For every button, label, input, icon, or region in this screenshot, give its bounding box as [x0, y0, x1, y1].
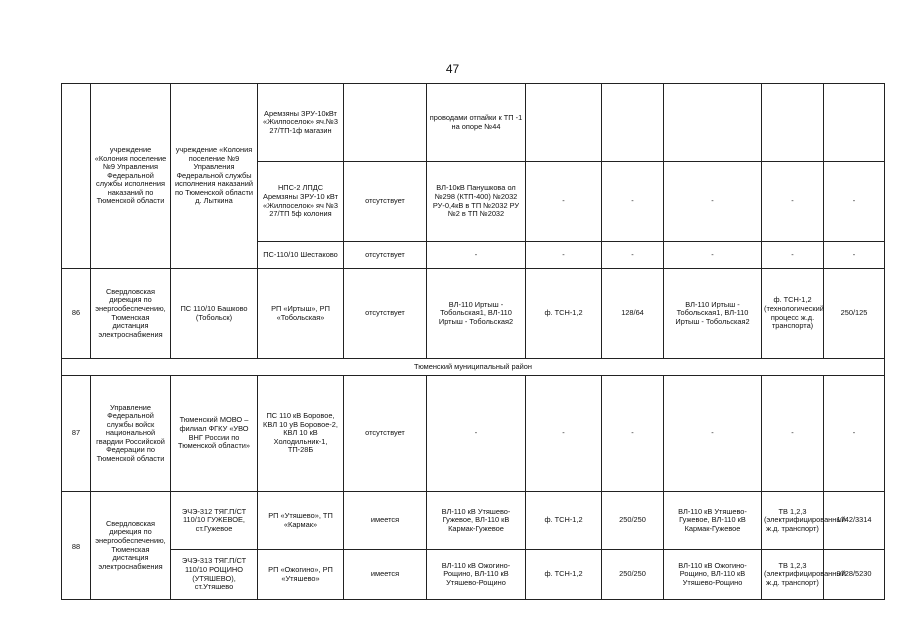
feeder-cell: ф. ТСН-1,2 — [526, 492, 602, 550]
organization-cell: Управление Федеральной службы войск национальной гвардии Российской Федерации по Тюменской области — [91, 376, 171, 492]
feeder-cell: ф. ТСН-1,2 — [526, 269, 602, 359]
line-cell: ВЛ-110 кВ Утяшево-Гужевое, ВЛ-110 кВ Кармак-Гужевое — [427, 492, 526, 550]
backup-cell: имеется — [344, 492, 427, 550]
feeder-cell: ф. ТСН-1,2 — [526, 550, 602, 600]
backup-cell: отсутствует — [344, 162, 427, 242]
data-table — [61, 83, 885, 600]
backup-cell — [344, 84, 427, 162]
organization-cell: учреждение «Колония поселение №9 Управления Федеральной службы исполнения наказаний по Тюменской области — [91, 84, 171, 269]
facility-cell: ЭЧЭ-313 ТЯГ.П/СТ 110/10 РОЩИНО (УТЯШЕВО), ст.Утяшево — [171, 550, 258, 600]
organization-cell: Свердловская дирекция по энергообеспечению, Тюменская дистанция электроснабжения — [91, 492, 171, 600]
consumer-cell: - — [762, 376, 824, 492]
power-cell: - — [602, 376, 664, 492]
page-number: 47 — [445, 62, 460, 76]
load-cell: 1742/3314 — [824, 492, 885, 550]
load-cell: 250/125 — [824, 269, 885, 359]
supply-source-cell: Аремзяны ЗРУ-10кВт «Жилпоселок» яч.№3 27/ТП-1ф магазин — [258, 84, 344, 162]
supply-source-cell: ПС 110 кВ Боровое, КВЛ 10 уВ Боровое-2, КВЛ 10 кВ Холодильник-1, ТП-28Б — [258, 376, 344, 492]
line-cell: ВЛ-10кВ Панушкова ол №298 (КТП-400) №2032 РУ-0,4кВ в ТП №2032 РУ №2 в ТП №2032 — [427, 162, 526, 242]
table-row — [62, 550, 885, 600]
facility-cell: ПС 110/10 Башково (Тобольск) — [171, 269, 258, 359]
row-number-cell — [62, 84, 91, 269]
table-row — [62, 376, 885, 492]
consumer-cell: - — [762, 242, 824, 269]
section-title: Тюменский муниципальный район — [62, 359, 885, 376]
load-cell: - — [824, 162, 885, 242]
supply-source-cell: РП «Ожогино», РП «Утяшево» — [258, 550, 344, 600]
line2-cell: ВЛ-110 Иртыш - Тобольская1, ВЛ-110 Иртыш - Тобольская2 — [664, 269, 762, 359]
facility-cell: ЭЧЭ-312 ТЯГ.П/СТ 110/10 ГУЖЕВОЕ, ст.Гужевое — [171, 492, 258, 550]
power-cell: 250/250 — [602, 492, 664, 550]
feeder-cell: - — [526, 242, 602, 269]
consumer-cell: ф. ТСН-1,2 (технологический процесс ж.д. транспорта) — [762, 269, 824, 359]
consumer-cell: ТВ 1,2,3 (электрифицированный ж.д. транспорт) — [762, 492, 824, 550]
consumer-cell: ТВ 1,2,3 (электрифицированный ж.д. транспорт) — [762, 550, 824, 600]
facility-cell: Тюменский МОВО – филиал ФГКУ «УВО ВНГ России по Тюменской области» — [171, 376, 258, 492]
line-cell: проводами отпайки к ТП -1 на опоре №44 — [427, 84, 526, 162]
table-row — [62, 269, 885, 359]
supply-source-cell: РП «Иртыш», РП «Тобольская» — [258, 269, 344, 359]
backup-cell: отсутствует — [344, 376, 427, 492]
supply-source-cell: НПС-2 ЛПДС Аремзяны ЗРУ-10 кВт «Жилпоселок» яч №3 27/ТП 5ф колония — [258, 162, 344, 242]
backup-cell: отсутствует — [344, 242, 427, 269]
feeder-cell: - — [526, 162, 602, 242]
line2-cell: - — [664, 162, 762, 242]
power-cell: - — [602, 162, 664, 242]
consumer-cell — [762, 84, 824, 162]
backup-cell: отсутствует — [344, 269, 427, 359]
power-cell: - — [602, 242, 664, 269]
power-cell: 128/64 — [602, 269, 664, 359]
table-row — [62, 84, 885, 162]
line2-cell: - — [664, 376, 762, 492]
line-cell: - — [427, 242, 526, 269]
load-cell: - — [824, 376, 885, 492]
feeder-cell: - — [526, 376, 602, 492]
facility-cell: учреждение «Колония поселение №9 Управления Федеральной службы исполнения наказаний по Тюменской области д. Лыткина — [171, 84, 258, 269]
power-cell: 250/250 — [602, 550, 664, 600]
row-number-cell: 88 — [62, 492, 91, 600]
table-row — [62, 492, 885, 550]
load-cell: - — [824, 242, 885, 269]
organization-cell: Свердловская дирекция по энергообеспечению, Тюменская дистанция электроснабжения — [91, 269, 171, 359]
consumer-cell: - — [762, 162, 824, 242]
line-cell: ВЛ-110 Иртыш - Тобольская1, ВЛ-110 Иртыш - Тобольская2 — [427, 269, 526, 359]
line2-cell: - — [664, 242, 762, 269]
row-number-cell: 87 — [62, 376, 91, 492]
line2-cell — [664, 84, 762, 162]
line-cell: ВЛ-110 кВ Ожогино-Рощино, ВЛ-110 кВ Утяшево-Рощино — [427, 550, 526, 600]
line2-cell: ВЛ-110 кВ Утяшево-Гужевое, ВЛ-110 кВ Кармак-Гужевое — [664, 492, 762, 550]
line-cell: - — [427, 376, 526, 492]
supply-source-cell: ПС-110/10 Шестаково — [258, 242, 344, 269]
backup-cell: имеется — [344, 550, 427, 600]
feeder-cell — [526, 84, 602, 162]
row-number-cell: 86 — [62, 269, 91, 359]
line2-cell: ВЛ-110 кВ Ожогино-Рощино, ВЛ-110 кВ Утяшево-Рощино — [664, 550, 762, 600]
load-cell — [824, 84, 885, 162]
power-cell — [602, 84, 664, 162]
section-row — [62, 359, 885, 376]
supply-source-cell: РП «Утяшево», ТП «Кармак» — [258, 492, 344, 550]
load-cell: 9728/5230 — [824, 550, 885, 600]
